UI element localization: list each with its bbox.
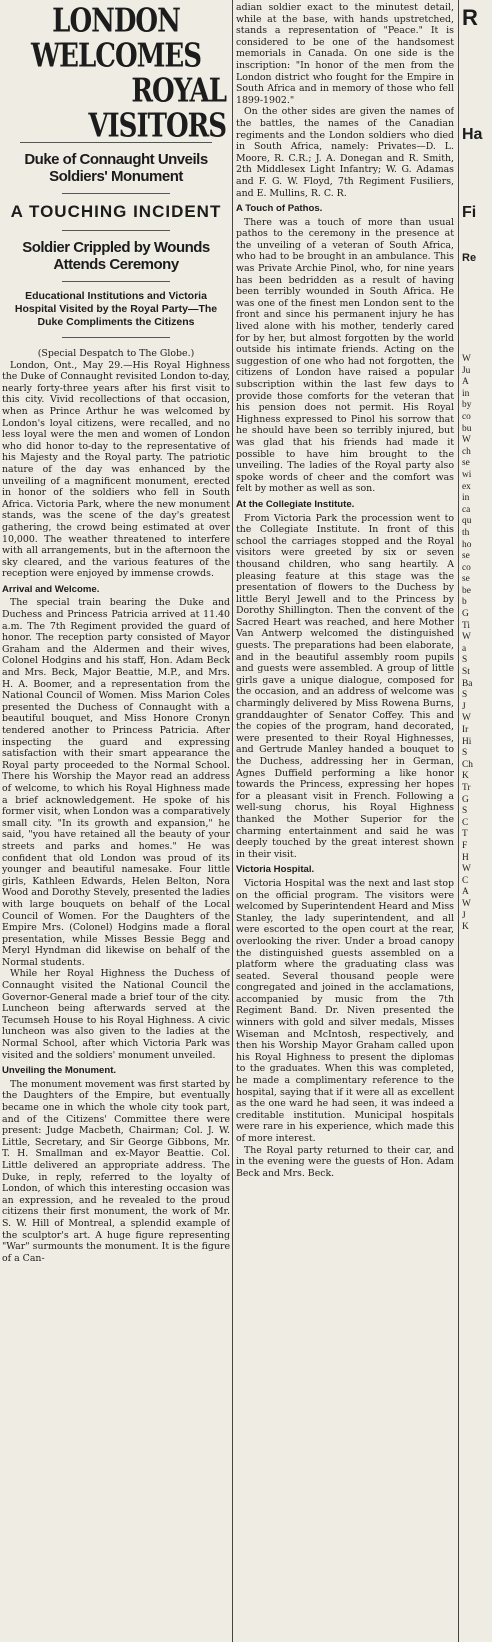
cropped-line-fragment: K [462,922,469,933]
cropped-line-fragment: W [462,713,471,724]
cropped-line-fragment: S [462,806,468,817]
cropped-line-fragment: S [462,690,468,701]
cropped-line-fragment: J [462,701,466,712]
cropped-line-fragment: ca [462,504,471,515]
cropped-line-fragment: ho [462,539,472,550]
cropped-line-fragment: ex [462,481,471,492]
cropped-line-fragment: Hi [462,736,472,747]
cropped-line-fragment: bu [462,423,472,434]
cropped-line-fragment: qu [462,516,472,527]
cropped-line-fragment: A [462,377,469,388]
cropped-line-fragment: be [462,585,471,596]
cropped-subheadline: Re [462,252,477,264]
cropped-line-fragment: W [462,898,471,909]
paragraph: London, Ont., May 29.—His Royal Highness the Duke of Connaught revisited London to-day, nearly forty-three years after his first visit to this city. Vivid recollections of that occasion, when as Prince Arthur he was welcomed by London's loyal citizens, were recalled, and no less loyal were the men and women of London who did honor to-day to the representative of his Majesty and the Royal party. The patriotic nature of the day was enhanced by the unveiling of a magnificent monument, erected in honor of the soldiers who fell in South Africa. Victoria Park, where the new monument stands, was the scene of the day's greatest gathering, the crowd being estimated at over 10,000. The weather threatened to interfere with all arrangements, but in the afternoon the sky cleared, and the various features of the reception were enjoyed by immense crowds. [2,359,230,580]
divider [62,281,170,282]
section-heading: At the Collegiate Institute. [236,498,355,510]
cropped-line-fragment: b [462,597,467,608]
paragraph: While her Royal Highness the Duchess of Connaught visited the National Council the Governor-General made a brief tour of the city. Luncheon being afterwards served at the Tecumseh House to his Royal Highness. A civic luncheon was also given to the ladies at the Normal School, after which Victoria Park was visited and the soldiers' monument unveiled. [2,968,230,1061]
cropped-line-fragment: H [462,852,469,863]
dateline: (Special Despatch to The Globe.) [37,348,195,359]
cropped-line-fragment: th [462,527,470,538]
cropped-line-fragment: se [462,574,470,585]
cropped-line-fragment: G [462,609,469,620]
cropped-line-fragment: se [462,458,470,469]
cropped-line-fragment: a [462,643,467,654]
cropped-line-fragment: F [462,840,468,851]
section-heading: A Touch of Pathos. [236,203,323,215]
cropped-line-fragment: St [462,667,470,678]
cropped-line-fragment: C [462,817,469,828]
paragraph: The monument movement was first started by the Daughters of the Empire, but eventually became one in which the whole city took part, and of the Citizens' Committee there were present: Judge Macbeth, Chairman; Col. J. W. Little, Secretary, and Sir George Gibbons, Mr. T. H. Smallman and ex-Mayor Beattie. Col. Little delivered an appropriate address. The Duke, in reply, referred to the loyalty of London, of which this interesting occasion was an expression, and he revealed to the proud citizens their first monument, the work of Mr. S. W. Hill of Montreal, a splendid example of the sculptor's art. A huge figure representing "War" surmounts the monument. It is the figure of a Can- [2,1078,230,1264]
cropped-line-fragment: K [462,771,469,782]
headline-line-1: LONDON WELCOMES [30,2,201,76]
section-heading: Victoria Hospital. [236,864,315,876]
article-column-middle [236,2,454,1638]
section-heading: Arrival and Welcome. [2,583,100,595]
divider [62,337,170,338]
cropped-line-fragment: ch [462,446,471,457]
paragraph: On the other sides are given the names of the battles, the names of the Canadian regiments and the London soldiers who died in South Africa, namely: Privates—D. L. Moore, R. C.R.; J. A. Donegan and R. Smith, 2th Middlesex Light Infantry; W. G. Adamas and F. G. W. Floyd, 7th Regiment Fusiliers, and E. Mullins, R. C. R. [236,106,454,199]
cropped-line-fragment: G [462,794,469,805]
headline-line-2: ROYAL VISITORS [88,72,226,146]
cropped-line-fragment: wi [462,469,472,480]
divider [62,230,170,231]
paragraph: There was a touch of more than usual pathos to the ceremony in the presence at the unveiling of a veteran of South Africa, who had to be brought in an ambulance. This was Private Archie Pinol, who, for nine years has been bedridden as a result of having been terribly wounded in South Africa. He was one of the finest men London sent to the front and since his permanent injury he has lived alone with his mother, tenderly cared for by her, but almost forgotten by the world outside his intimate friends. Acting on the suggestion of one who had not forgotten, the citizens of London have raised a popular subscription within the last few days to provide those comforts for the veteran that his pension does not permit. His Royal Highness expressed to Pinol his sorrow that he should have been so terribly injured, but was glad that his friends had made it possible to have him brought to the unveiling. The ladies of the Royal party also spoke words of cheer and the comfort was felt by mother as well as son. [236,216,454,495]
article-column-right-cropped [462,2,492,1638]
cropped-subheadline: Fi [462,204,477,221]
cropped-subheadline: Ha [462,126,483,143]
column-rule [232,0,233,1642]
cropped-line-fragment: J [462,910,466,921]
cropped-text-fragments [462,354,492,934]
article-deck: Educational Institutions and Victoria Hospital Visited by the Royal Party—The Duke Compliments the Citizens [14,290,218,328]
cropped-line-fragment: W [462,864,471,875]
paragraph: Victoria Hospital was the next and last stop on the official program. The visitors were welcomed by Superintendent Heard and Miss Stanley, the lady superintendent, and all were escorted to the open court at the rear, overlooking the river. Under a broad canopy the distinguished guests assembled on a platform where the graduating class was seated. Several thousand people were congregated and joined in the acclamations, accompanied by music from the 7th Regiment Band. Dr. Niven presented the winners with gold and silver medals, Misses Wiseman and McIntosh, respectively, and then his Worship Mayor Graham called upon his Royal Highness to present the diplomas to the graduates. When this was completed, he made a complimentary reference to the hospital, saying that if it were all as excellent as the one ward he had seen, it was indeed a creditable institution. Municipal hospitals were rare in his experience, which made this of more interest. [236,877,454,1144]
cropped-line-fragment: C [462,875,469,886]
paragraph: The Royal party returned to their car, and in the evening were the guests of Hon. Adam Beck and Mrs. Beck. [236,1144,454,1179]
cropped-line-fragment: se [462,551,470,562]
cropped-line-fragment: Ju [462,365,471,376]
cropped-line-fragment: T [462,829,468,840]
cropped-line-fragment: W [462,632,471,643]
cropped-line-fragment: W [462,354,471,364]
section-heading: Unveiling the Monument. [2,1065,117,1077]
cropped-line-fragment: in [462,493,470,504]
subheadline-1: Duke of Connaught Unveils Soldiers' Monument [24,151,208,185]
headline [2,4,230,144]
cropped-line-fragment: S [462,748,468,759]
column-rule [458,0,459,1642]
paragraph: The special train bearing the Duke and Duchess and Princess Patricia arrived at 11.40 a.m. The 7th Regiment provided the guard of honor. The reception party consisted of Mayor Graham and the Aldermen and their wives, Colonel Hodgins and his staff, Hon. Adam Beck and Mrs. Beck, Major Beattie, M.P., and Mrs. H. A. Boomer, and a representation from the National Council of Women. Miss Marion Coles presented the Duchess of Connaught with a beautiful bouquet, and Miss Honore Cronyn tendered another to Princess Patricia. After inspecting the guard and expressing satisfaction with their smart appearance the Royal party proceeded to the Normal School. There his Worship the Mayor read an address of welcome, to which his Royal Highness made a brief acknowledgement. He spoke of his former visit, when London was a comparatively small city. "In its growth and expansion," he said, "you have retained all the beauty of your streets and parks and homes." He was confident that old London was proud of its younger and beautiful namesake. Four little girls, Kathleen Edwards, Helen Belton, Nora Wood and Dorothy Stevely, presented the ladies with large bouquets on behalf of the Local Council of Women. For the Daughters of the Empire Mrs. (Colonel) Hodgins made a floral presentation, while Misses Bessie Begg and Meryl Hyndman did likewise on behalf of the Normal students. [2,597,230,968]
article-column-left [2,2,230,1638]
cropped-line-fragment: Ir [462,725,469,735]
cropped-headline: R [462,5,478,30]
cropped-line-fragment: by [462,400,472,411]
cropped-line-fragment: Ti [462,620,471,631]
divider [62,193,170,194]
cropped-line-fragment: in [462,388,470,399]
subheadline-3: Soldier Crippled by Wounds Attends Ceremony [22,239,210,273]
paragraph: adian soldier exact to the minutest detail, while at the base, with hands upstretched, stands a representation of "Peace." It is considered to be one of the handsomest memorials in Canada. On one side is the inscription: "In honor of the men from the London district who fought for the Empire in South Africa and in memory of those who fell 1899-1902." [236,2,454,106]
cropped-line-fragment: A [462,887,469,898]
cropped-line-fragment: co [462,562,471,573]
cropped-line-fragment: W [462,435,471,446]
cropped-line-fragment: S [462,655,468,666]
cropped-line-fragment: co [462,411,471,422]
paragraph: From Victoria Park the procession went to the Collegiate Institute. In front of this school the carriages stopped and the Royal visitors were greeted by six or seven thousand children, who sang heartily. A pleasing feature at this stage was the presentation of flowers to the Duchess by little Beryl Jewell and to the Princess by Dorothy Shillington. Then the convent of the Sacred Heart was reached, and here Mother Van Antwerp welcomed the distinguished guests. The preparations had been elaborate, and in the beautiful assembly room pupils and guests were assembled. A group of little girls gave a unique dialogue, composed for the occasion, and an address of welcome was charmingly delivered by Miss Rowena Burns, granddaughter of Senator Coffey. This and the copies of the program, hand decorated, were presented to their Royal Highnesses, and Gertrude Manley handed a bouquet to the Duchess, addressing her in German, Agnes Duffield performing a like honor towards the Princess, expressing her hopes for a pleasant visit in French. Following a well-sung chorus, his Royal Highness thanked the Mother Superior for the charming entertainment and said he was deeply touched by the great interest shown in their visit. [236,512,454,860]
cropped-line-fragment: Ch [462,759,473,770]
cropped-line-fragment: Ba [462,678,473,689]
subheadline-2: A TOUCHING INCIDENT [10,202,222,221]
cropped-line-fragment: Tr [462,782,471,793]
